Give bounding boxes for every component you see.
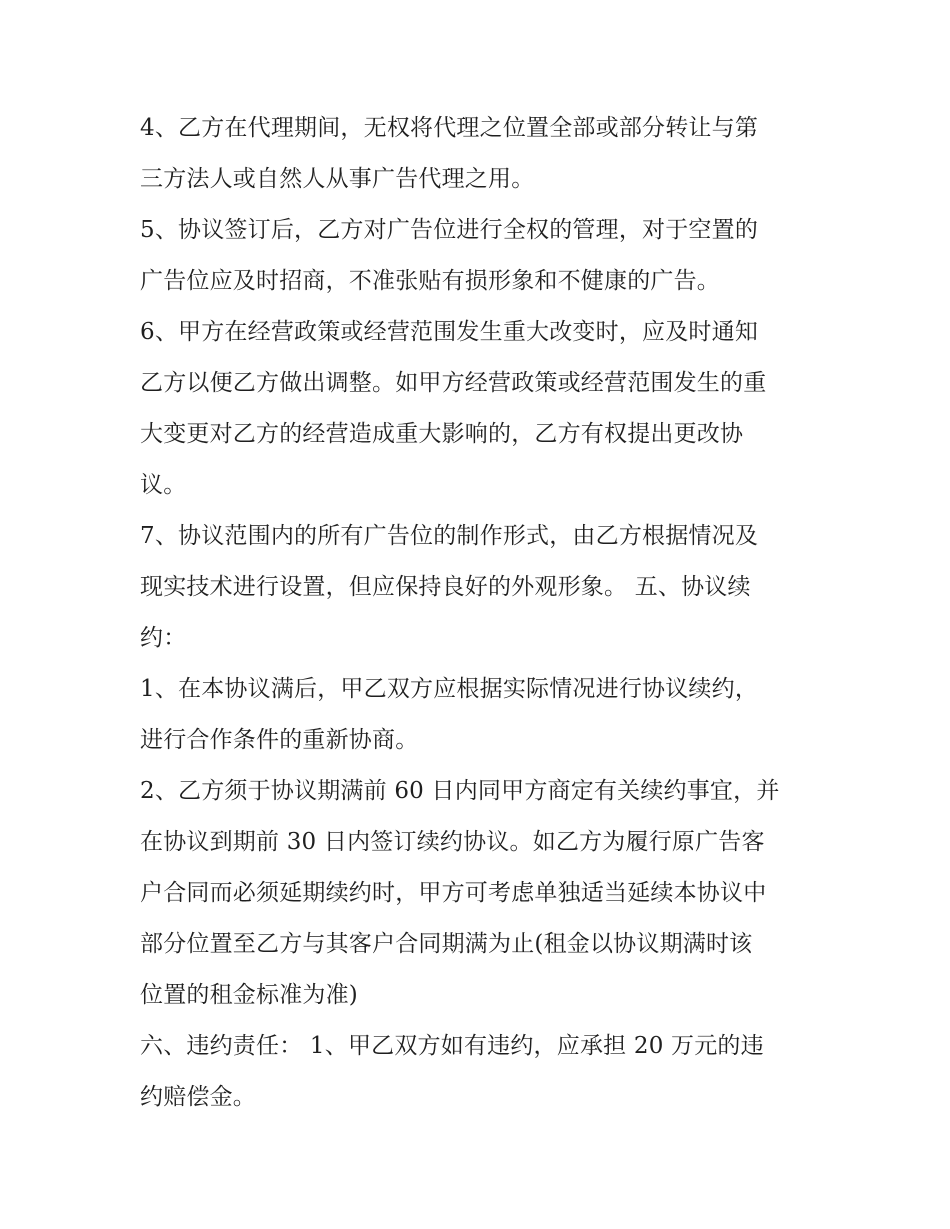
- text-line: 6、甲方在经营政策或经营范围发生重大改变时，应及时通知: [140, 319, 759, 345]
- text-line: 三方法人或自然人从事广告代理之用。: [140, 166, 535, 192]
- text-line: 广告位应及时招商，不准张贴有损形象和不健康的广告。: [140, 268, 720, 294]
- text-line: 户合同而必须延期续约时，甲方可考虑单独适当延续本协议中: [140, 880, 767, 906]
- text-line: 进行合作条件的重新协商。: [140, 727, 419, 753]
- text-line: 大变更对乙方的经营造成重大影响的，乙方有权提出更改协: [140, 421, 744, 447]
- text-line: 7、协议范围内的所有广告位的制作形式，由乙方根据情况及: [140, 523, 759, 549]
- text-line: 位置的租金标准为准): [140, 982, 358, 1008]
- text-line: 乙方以便乙方做出调整。如甲方经营政策或经营范围发生的重: [140, 370, 767, 396]
- text-line: 部分位置至乙方与其客户合同期满为止(租金以协议期满时该: [140, 931, 753, 957]
- text-line: 议。: [140, 472, 187, 498]
- text-line: 现实技术进行设置，但应保持良好的外观形象。 五、协议续: [140, 574, 751, 600]
- text-line: 4、乙方在代理期间，无权将代理之位置全部或部分转让与第: [140, 115, 759, 141]
- text-line: 约赔偿金。: [140, 1084, 256, 1110]
- text-line: 1、在本协议满后，甲乙双方应根据实际情况进行协议续约，: [140, 676, 759, 702]
- text-line: 2、乙方须于协议期满前 60 日内同甲方商定有关续约事宜，并: [140, 778, 780, 804]
- text-line: 六、违约责任： 1、甲乙双方如有违约，应承担 20 万元的违: [140, 1033, 764, 1059]
- text-line: 在协议到期前 30 日内签订续约协议。如乙方为履行原广告客: [140, 829, 765, 855]
- text-line: 约：: [140, 625, 187, 651]
- text-line: 5、协议签订后，乙方对广告位进行全权的管理，对于空置的: [140, 217, 759, 243]
